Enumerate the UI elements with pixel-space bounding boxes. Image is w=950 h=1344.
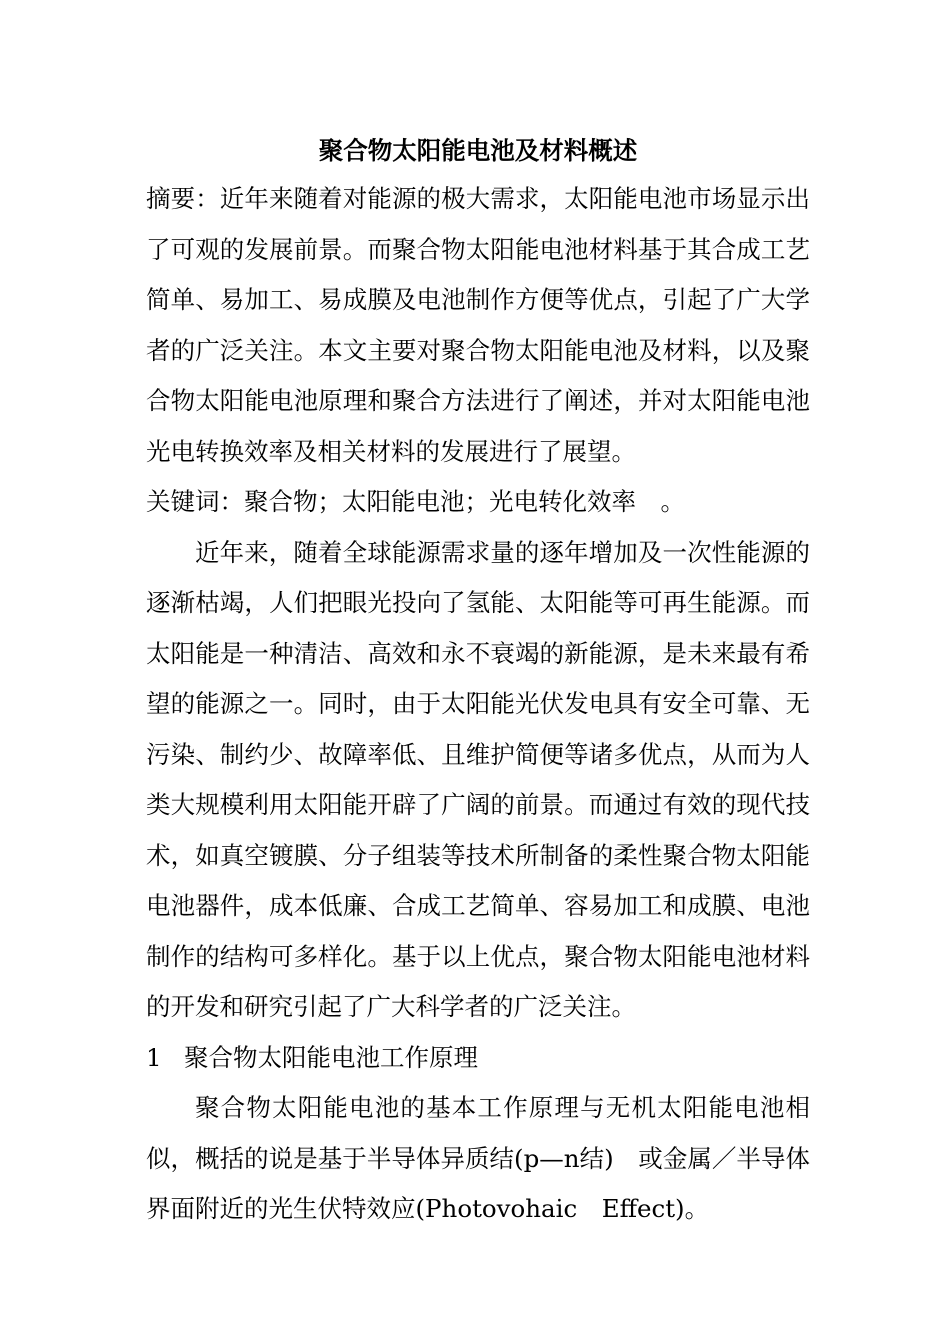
document-body	[146, 128, 810, 1235]
keywords-line: 关键词：聚合物；太阳能电池；光电转化效率 。	[146, 487, 685, 516]
document-title: 聚合物太阳能电池及材料概述	[318, 136, 638, 165]
abstract-paragraph: 摘要：近年来随着对能源的极大需求，太阳能电池市场显示出了可观的发展前景。而聚合物太阳能电池材料基于其合成工艺简单、易加工、易成膜及电池制作方便等优点，引起了广大学者的广泛关注。本文主要对聚合物太阳能电池及材料，以及聚合物太阳能电池原理和聚合方法进行了阐述，并对太阳能电池光电转换效率及相关材料的发展进行了展望。	[146, 184, 810, 466]
section-paragraph: 聚合物太阳能电池的基本工作原理与无机太阳能电池相似，概括的说是基于半导体异质结(p—n结) 或金属／半导体界面附近的光生伏特效应(Photovohaic Effect)。	[146, 1093, 810, 1223]
section-number: 1	[146, 1042, 162, 1072]
section-heading-text: 聚合物太阳能电池工作原理	[184, 1042, 478, 1072]
section-heading	[146, 1033, 810, 1084]
intro-paragraph: 近年来，随着全球能源需求量的逐年增加及一次性能源的逐渐枯竭，人们把眼光投向了氢能、太阳能等可再生能源。而太阳能是一种清洁、高效和永不衰竭的新能源，是未来最有希望的能源之一。同时，由于太阳能光伏发电具有安全可靠、无污染、制约少、故障率低、且维护简便等诸多优点，从而为人类大规模利用太阳能开辟了广阔的前景。而通过有效的现代技术，如真空镀膜、分子组装等技术所制备的柔性聚合物太阳能电池器件，成本低廉、合成工艺简单、容易加工和成膜、电池制作的结构可多样化。基于以上优点，聚合物太阳能电池材料的开发和研究引起了广大科学者的广泛关注。	[146, 537, 810, 1021]
